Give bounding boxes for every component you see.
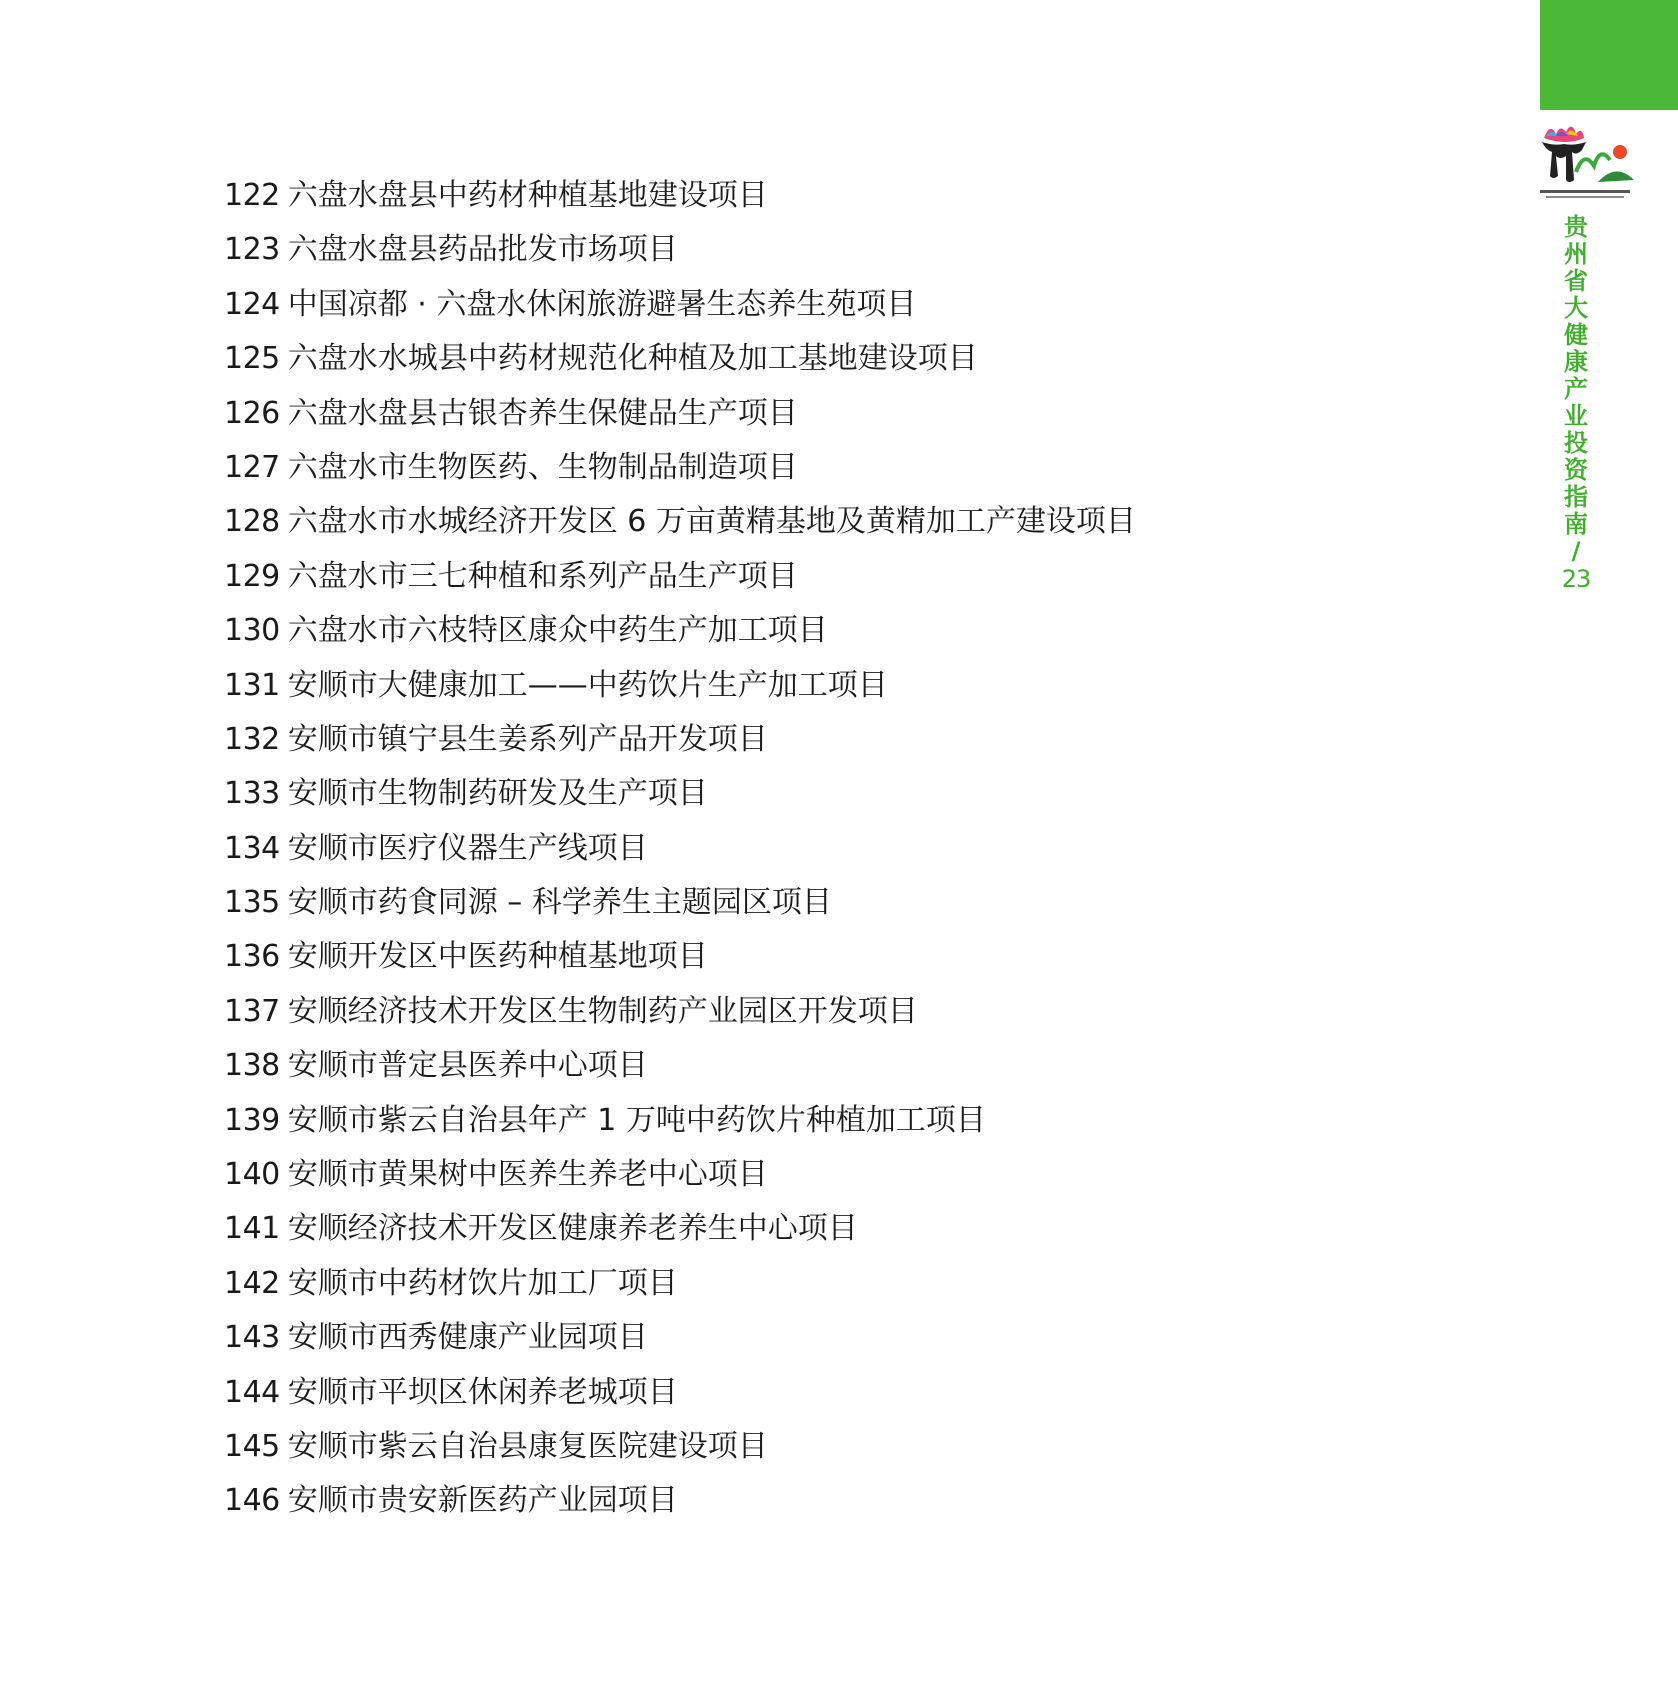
item-number: 130 xyxy=(224,613,280,649)
title-char: 南 xyxy=(1564,510,1588,538)
item-number: 129 xyxy=(224,558,280,594)
item-number: 142 xyxy=(224,1265,280,1301)
item-name: 六盘水市六枝特区康众中药生产加工项目 xyxy=(287,613,828,649)
list-item xyxy=(224,1316,1136,1370)
list-item xyxy=(224,1153,1136,1207)
item-number: 144 xyxy=(224,1374,280,1410)
list-item xyxy=(224,174,1136,228)
list-item xyxy=(224,337,1136,391)
vertical-guide-title xyxy=(1558,214,1594,594)
item-name: 安顺市药食同源 – 科学养生主题园区项目 xyxy=(287,885,832,921)
item-name: 中国凉都 · 六盘水休闲旅游避暑生态养生苑项目 xyxy=(287,286,917,322)
item-number: 140 xyxy=(224,1157,280,1193)
list-item xyxy=(224,1207,1136,1261)
list-item xyxy=(224,500,1136,554)
item-name: 安顺市西秀健康产业园项目 xyxy=(287,1320,648,1356)
corner-color-tab xyxy=(1540,0,1678,110)
list-item xyxy=(224,446,1136,500)
title-char: 康 xyxy=(1564,348,1588,376)
list-item xyxy=(224,935,1136,989)
item-name: 六盘水市生物医药、生物制品制造项目 xyxy=(287,449,798,485)
page-number: 23 xyxy=(1561,565,1591,593)
title-char: 省 xyxy=(1564,267,1588,295)
list-item xyxy=(224,1425,1136,1479)
item-number: 125 xyxy=(224,341,280,377)
item-number: 133 xyxy=(224,776,280,812)
item-name: 安顺市紫云自治县年产 1 万吨中药饮片种植加工项目 xyxy=(287,1102,986,1138)
list-item xyxy=(224,228,1136,282)
title-char: 指 xyxy=(1564,483,1588,511)
project-list xyxy=(224,174,1136,1534)
item-name: 安顺市黄果树中医养生养老中心项目 xyxy=(287,1157,768,1193)
item-number: 135 xyxy=(224,885,280,921)
item-name: 安顺经济技术开发区健康养老养生中心项目 xyxy=(287,1211,858,1247)
list-item xyxy=(224,1044,1136,1098)
list-item xyxy=(224,990,1136,1044)
item-number: 141 xyxy=(224,1211,280,1247)
list-item xyxy=(224,1099,1136,1153)
item-name: 六盘水水城县中药材规范化种植及加工基地建设项目 xyxy=(287,341,978,377)
item-name: 六盘水盘县中药材种植基地建设项目 xyxy=(287,178,768,213)
item-name: 安顺市医疗仪器生产线项目 xyxy=(287,830,648,866)
item-name: 安顺市镇宁县生姜系列产品开发项目 xyxy=(287,721,768,757)
list-item xyxy=(224,1479,1136,1533)
list-item xyxy=(224,664,1136,718)
item-name: 六盘水盘县古银杏养生保健品生产项目 xyxy=(287,395,798,431)
item-name: 安顺市中药材饮片加工厂项目 xyxy=(287,1265,678,1301)
item-name: 安顺市普定县医养中心项目 xyxy=(287,1048,648,1084)
item-name: 六盘水市三七种植和系列产品生产项目 xyxy=(287,558,798,594)
title-char: 投 xyxy=(1564,429,1588,457)
list-item xyxy=(224,1262,1136,1316)
list-item xyxy=(224,772,1136,826)
item-number: 143 xyxy=(224,1320,280,1356)
list-item xyxy=(224,392,1136,446)
list-item xyxy=(224,718,1136,772)
item-number: 131 xyxy=(224,667,280,703)
item-number: 128 xyxy=(224,504,280,540)
title-char: 产 xyxy=(1564,375,1588,403)
item-number: 145 xyxy=(224,1428,280,1464)
item-name: 安顺市生物制药研发及生产项目 xyxy=(287,776,708,812)
item-name: 安顺市平坝区休闲养老城项目 xyxy=(287,1374,678,1410)
list-item xyxy=(224,555,1136,609)
item-name: 安顺经济技术开发区生物制药产业园区开发项目 xyxy=(287,993,918,1029)
item-name: 六盘水盘县药品批发市场项目 xyxy=(287,232,678,268)
item-name: 安顺市贵安新医药产业园项目 xyxy=(287,1483,678,1519)
item-number: 136 xyxy=(224,939,280,975)
item-number: 146 xyxy=(224,1483,280,1519)
item-number: 137 xyxy=(224,993,280,1029)
title-char: 健 xyxy=(1564,321,1588,349)
item-name: 安顺市大健康加工——中药饮片生产加工项目 xyxy=(287,667,888,703)
item-number: 139 xyxy=(224,1102,280,1138)
title-char: 州 xyxy=(1564,240,1588,268)
item-number: 127 xyxy=(224,449,280,485)
title-char: 资 xyxy=(1564,456,1588,484)
item-number: 122 xyxy=(224,178,280,213)
title-char: 业 xyxy=(1564,402,1588,430)
item-name: 六盘水市水城经济开发区 6 万亩黄精基地及黄精加工产建设项目 xyxy=(287,504,1136,540)
brand-logo xyxy=(1536,120,1636,206)
item-number: 132 xyxy=(224,721,280,757)
item-number: 124 xyxy=(224,286,280,322)
title-separator: / xyxy=(1571,537,1581,565)
item-name: 安顺市紫云自治县康复医院建设项目 xyxy=(287,1428,768,1464)
list-item xyxy=(224,283,1136,337)
list-item xyxy=(224,1371,1136,1425)
title-char: 贵 xyxy=(1564,213,1588,241)
list-item xyxy=(224,827,1136,881)
list-item xyxy=(224,609,1136,663)
item-number: 134 xyxy=(224,830,280,866)
item-number: 138 xyxy=(224,1048,280,1084)
item-name: 安顺开发区中医药种植基地项目 xyxy=(287,939,708,975)
item-number: 123 xyxy=(224,232,280,268)
title-char: 大 xyxy=(1564,294,1588,322)
item-number: 126 xyxy=(224,395,280,431)
list-item xyxy=(224,881,1136,935)
